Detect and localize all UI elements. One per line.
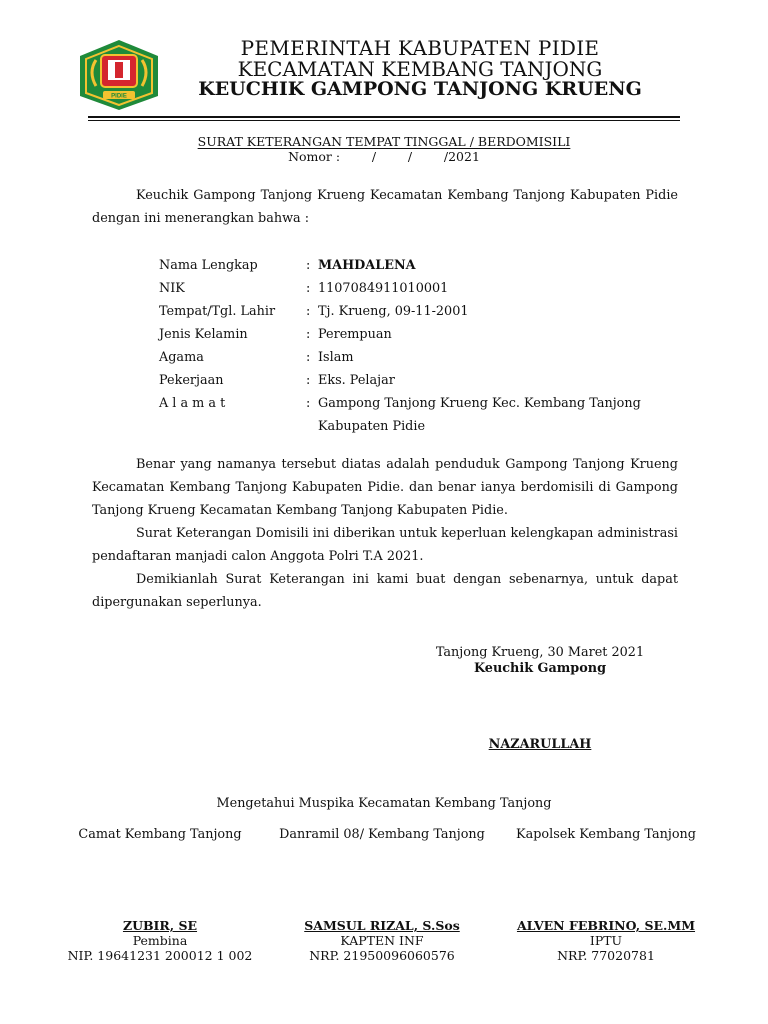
official-id: NIP. 19641231 200012 1 002 <box>67 948 253 963</box>
field-value: 1107084911010001 <box>318 281 449 296</box>
field-colon: : <box>306 350 311 365</box>
official-camat <box>50 918 270 963</box>
body-paragraph-3: Demikianlah Surat Keterangan ini kami buat dengan sebenarnya, untuk dapat dipergunakan seperlunya. <box>92 572 678 610</box>
official-title-kapolsek: Kapolsek Kembang Tanjong <box>516 827 696 842</box>
signer-name: NAZARULLAH <box>488 737 592 752</box>
official-rank: Pembina <box>132 933 188 948</box>
field-value: MAHDALENA <box>318 258 416 273</box>
letterhead <box>170 38 670 100</box>
field-label: Jenis Kelamin <box>159 327 248 342</box>
intro-paragraph: Keuchik Gampong Tanjong Krueng Kecamatan Kembang Tanjong Kabupaten Pidie dengan ini menerangkan bahwa : <box>92 188 678 226</box>
field-value: Islam <box>318 350 354 365</box>
official-kapolsek <box>496 918 716 963</box>
official-name: ZUBIR, SE <box>122 918 198 933</box>
signer-position: Keuchik Gampong <box>473 661 607 676</box>
official-id: NRP. 21950096060576 <box>309 948 455 963</box>
field-label: Tempat/Tgl. Lahir <box>159 304 276 319</box>
letter-title: SURAT KETERANGAN TEMPAT TINGGAL / BERDOMISILI <box>197 134 571 149</box>
field-value: Eks. Pelajar <box>318 373 395 388</box>
letterhead-line-3: KEUCHIK GAMPONG TANJONG KRUENG <box>198 78 642 100</box>
place-date: Tanjong Krueng, 30 Maret 2021 <box>435 645 645 660</box>
body-paragraph-1: Benar yang namanya tersebut diatas adalah penduduk Gampong Tanjong Krueng Kecamatan Kembang Tanjong Kabupaten Pidie. dan benar ianya berdomisili di Gampong Tanjong Krueng Kecamatan Kembang Tanjong Kabupaten Pidie. <box>92 457 678 518</box>
field-colon: : <box>306 396 311 411</box>
official-name: ALVEN FEBRINO, SE.MM <box>516 918 696 933</box>
field-value-continued: Kabupaten Pidie <box>318 419 426 434</box>
body-paragraph-2: Surat Keterangan Domisili ini diberikan untuk keperluan kelengkapan administrasi pendaftaran manjadi calon Anggota Polri T.A 2021. <box>92 526 678 564</box>
letterhead-divider-thin <box>88 120 680 121</box>
official-title-danramil: Danramil 08/ Kembang Tanjong <box>279 827 485 842</box>
field-colon: : <box>306 373 311 388</box>
field-colon: : <box>306 327 311 342</box>
official-danramil <box>272 918 492 963</box>
field-value: Gampong Tanjong Krueng Kec. Kembang Tanjong <box>318 396 641 411</box>
field-colon: : <box>306 304 311 319</box>
official-rank: IPTU <box>589 933 623 948</box>
field-value: Tj. Krueng, 09-11-2001 <box>318 304 469 319</box>
official-rank: KAPTEN INF <box>340 933 424 948</box>
letterhead-divider <box>88 116 680 118</box>
field-label: A l a m a t <box>159 396 226 411</box>
field-label: Agama <box>159 350 204 365</box>
field-label: NIK <box>159 281 185 296</box>
official-id: NRP. 77020781 <box>557 948 655 963</box>
field-colon: : <box>306 281 311 296</box>
field-colon: : <box>306 258 311 273</box>
official-name: SAMSUL RIZAL, S.Sos <box>304 918 460 933</box>
regency-emblem-icon <box>74 38 164 112</box>
logo-banner-text: PIDIE <box>111 93 127 100</box>
letterhead-line-2: KECAMATAN KEMBANG TANJONG <box>237 57 603 81</box>
letterhead-line-1: PEMERINTAH KABUPATEN PIDIE <box>240 36 600 60</box>
field-value: Perempuan <box>318 327 392 342</box>
letter-number: Nomor : / / /2021 <box>288 149 480 164</box>
field-label: Nama Lengkap <box>159 258 258 273</box>
official-title-camat: Camat Kembang Tanjong <box>78 827 242 842</box>
muspika-heading: Mengetahui Muspika Kecamatan Kembang Tanjong <box>216 796 552 811</box>
field-label: Pekerjaan <box>159 373 224 388</box>
